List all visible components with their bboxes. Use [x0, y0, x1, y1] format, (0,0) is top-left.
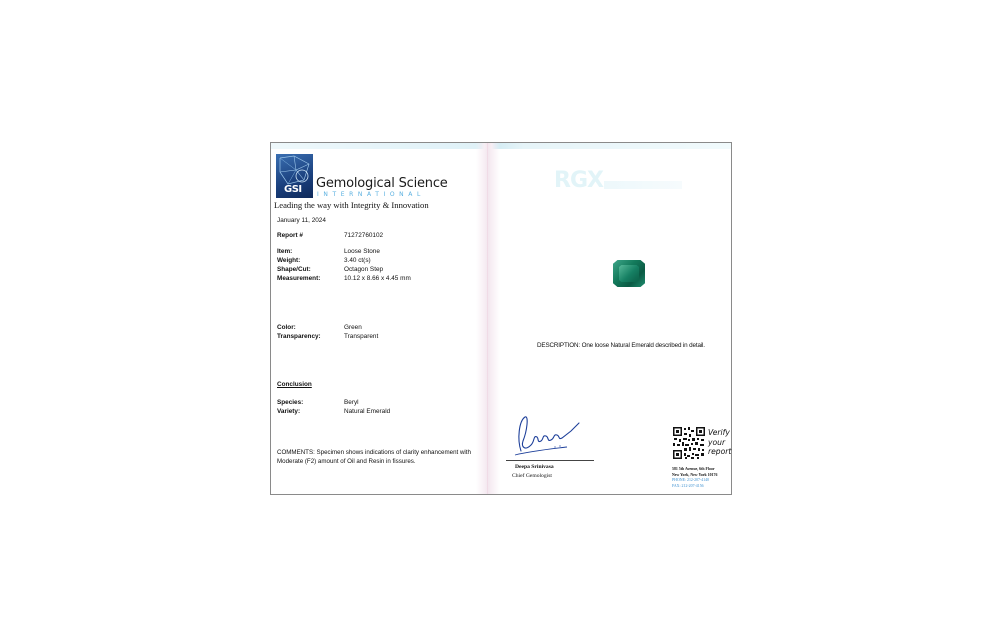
- color-value: Green: [344, 324, 362, 331]
- weight-label: Weight:: [277, 257, 301, 264]
- transparency-value: Transparent: [344, 333, 379, 340]
- item-value: Loose Stone: [344, 248, 380, 255]
- verify-line-1: Verify: [708, 428, 730, 437]
- signer-name: Deepa Srinivasa: [515, 464, 554, 470]
- logo-text: GSI: [284, 184, 302, 195]
- verify-report-link[interactable]: [708, 428, 731, 457]
- color-label: Color:: [277, 324, 296, 331]
- gem-description: DESCRIPTION: One loose Natural Emerald described in detail.: [537, 342, 705, 349]
- gsi-logo: [276, 154, 313, 198]
- item-label: Item:: [277, 248, 293, 255]
- brand-name: Gemological Science: [316, 176, 448, 191]
- verify-line-2: your: [708, 437, 726, 447]
- signature-icon: [511, 411, 586, 459]
- measurement-value: 10.12 x 8.66 x 4.45 mm: [344, 275, 411, 282]
- conclusion-heading: Conclusion: [277, 381, 312, 388]
- variety-value: Natural Emerald: [344, 408, 391, 415]
- qr-code-icon[interactable]: [672, 426, 706, 460]
- transparency-label: Transparency:: [277, 333, 321, 340]
- gem-report-card: [270, 142, 732, 495]
- watermark-logo: RGX: [554, 168, 603, 193]
- species-label: Species:: [277, 399, 304, 406]
- variety-label: Variety:: [277, 408, 301, 415]
- weight-value: 3.40 ct(s): [344, 257, 371, 264]
- comments: COMMENTS: Specimen shows indications of clarity enhancement with Moderate (F2) amount of Oil and Resin in fissures.: [277, 449, 471, 465]
- shape-cut-value: Octagon Step: [344, 266, 384, 273]
- phone-number: PHONE: 212-207-4140: [672, 478, 710, 482]
- address-line-2: New York, New York 10176: [672, 472, 718, 477]
- report-number: 71272760102: [344, 232, 384, 239]
- signer-title: Chief Gemologist: [512, 473, 552, 479]
- measurement-label: Measurement:: [277, 275, 321, 282]
- emerald-table-facet: [619, 265, 639, 282]
- tagline: Leading the way with Integrity & Innovation: [274, 200, 429, 210]
- watermark-bar: [604, 181, 682, 189]
- brand-subtitle: INTERNATIONAL: [317, 191, 425, 198]
- shape-cut-label: Shape/Cut:: [277, 266, 311, 273]
- report-number-label: Report #: [277, 232, 303, 239]
- address-line-1: 581 5th Avenue, 6th Floor: [672, 467, 715, 471]
- fax-number: FAX: 212-207-4156: [672, 483, 704, 488]
- species-value: Beryl: [344, 399, 359, 406]
- gem-image-panel: [486, 143, 731, 494]
- report-date: January 11, 2024: [277, 217, 326, 224]
- address-block: [672, 467, 717, 489]
- signature-line: [506, 460, 594, 461]
- verify-line-3: report: [708, 447, 732, 457]
- report-details-panel: [271, 143, 486, 494]
